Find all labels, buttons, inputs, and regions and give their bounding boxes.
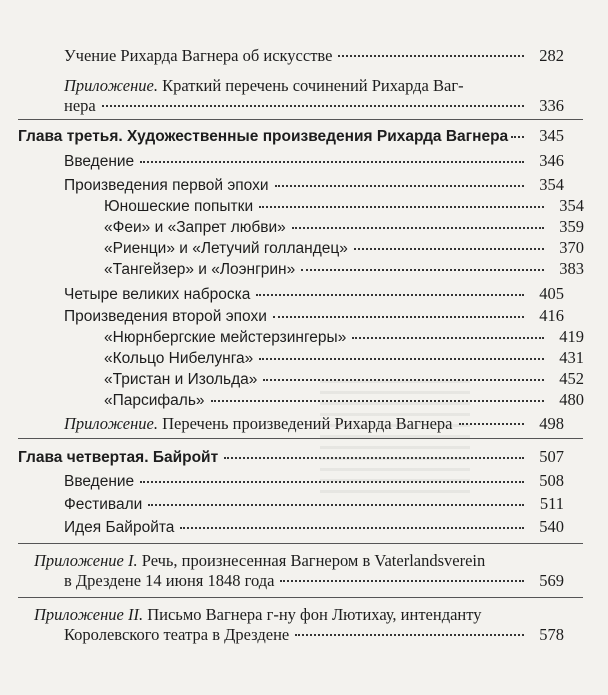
toc-subentry bbox=[104, 217, 584, 238]
toc-subentry bbox=[104, 327, 584, 348]
toc-page-number: 345 bbox=[539, 126, 564, 145]
toc-entry-title-cont: в Дрездене 14 июня 1848 года bbox=[64, 571, 275, 590]
section-divider bbox=[18, 119, 583, 120]
toc-entry bbox=[64, 151, 564, 172]
appendix-label: Приложение. bbox=[64, 414, 158, 433]
toc-entry-title: Перечень произведений Рихарда Вагнера bbox=[162, 414, 453, 433]
toc-entry-title: «Тангейзер» и «Лоэнгрин» bbox=[104, 261, 296, 278]
dot-leader bbox=[511, 136, 524, 138]
toc-page-number: 359 bbox=[559, 217, 584, 236]
toc-entry-title: Речь, произнесенная Вагнером в Vaterlandsverein bbox=[141, 551, 486, 570]
dot-leader bbox=[275, 185, 524, 187]
toc-entry-title: Фестивали bbox=[64, 496, 143, 513]
toc-page-number: 370 bbox=[559, 238, 584, 257]
toc-entry bbox=[64, 625, 564, 645]
toc-entry bbox=[64, 517, 564, 538]
toc-entry-title: Юношеские попытки bbox=[104, 198, 254, 215]
dot-leader bbox=[140, 161, 524, 163]
toc-subentry bbox=[104, 259, 584, 280]
toc-page-number: 354 bbox=[539, 175, 564, 194]
toc-entry-title: «Парсифаль» bbox=[104, 392, 205, 409]
appendix-label: Приложение II. bbox=[34, 605, 144, 624]
dot-leader bbox=[354, 248, 544, 250]
dot-leader bbox=[280, 580, 524, 582]
section-divider bbox=[18, 543, 583, 544]
toc-page-number: 354 bbox=[559, 196, 584, 215]
toc-page-number: 336 bbox=[539, 96, 564, 115]
toc-entry-title: Письмо Вагнера г-ну фон Лютихау, интенданту bbox=[147, 605, 482, 624]
toc-entry-line bbox=[64, 76, 464, 96]
dot-leader bbox=[256, 294, 524, 296]
toc-entry-title: «Риенци» и «Летучий голландец» bbox=[104, 240, 348, 257]
toc-page-number: 419 bbox=[559, 327, 584, 346]
toc-entry-title: «Кольцо Нибелунга» bbox=[104, 350, 254, 367]
toc-entry-title: Введение bbox=[64, 153, 135, 170]
toc-entry-title: «Феи» и «Запрет любви» bbox=[104, 219, 286, 236]
toc-entry bbox=[64, 96, 564, 116]
toc-page-number: 480 bbox=[559, 390, 584, 409]
toc-entry-title: «Нюрнбергские мейстерзингеры» bbox=[104, 329, 347, 346]
toc-entry bbox=[64, 571, 564, 591]
dot-leader bbox=[102, 105, 524, 107]
toc-entry bbox=[64, 284, 564, 305]
toc-page-number: 508 bbox=[539, 471, 564, 490]
toc-page-number: 498 bbox=[539, 414, 564, 433]
toc-subentry bbox=[104, 238, 584, 259]
dot-leader bbox=[301, 269, 544, 271]
toc-page-number: 282 bbox=[539, 46, 564, 65]
toc-chapter bbox=[18, 447, 564, 468]
toc-entry-line bbox=[34, 605, 481, 625]
section-divider bbox=[18, 597, 583, 598]
toc-entry-title: Учение Рихарда Вагнера об искусстве bbox=[64, 46, 333, 65]
toc-entry-title: Идея Байройта bbox=[64, 519, 175, 536]
toc-page-number: 346 bbox=[539, 151, 564, 170]
dot-leader bbox=[259, 206, 544, 208]
toc-entry-title: Краткий перечень сочинений Рихарда Ваг- bbox=[162, 76, 464, 95]
toc-page-number: 431 bbox=[559, 348, 584, 367]
toc-page-number: 507 bbox=[539, 447, 564, 466]
toc-page-number: 511 bbox=[539, 494, 564, 513]
toc-page-number: 452 bbox=[559, 369, 584, 388]
dot-leader bbox=[148, 504, 524, 506]
chapter-title: Глава четвертая. Байройт bbox=[18, 449, 219, 466]
toc-subentry bbox=[104, 196, 584, 217]
dot-leader bbox=[338, 55, 524, 57]
toc-entry-title: Четыре великих наброска bbox=[64, 286, 251, 303]
dot-leader bbox=[180, 527, 524, 529]
toc-chapter bbox=[18, 126, 564, 147]
dot-leader bbox=[295, 634, 524, 636]
toc-entry-title: «Тристан и Изольда» bbox=[104, 371, 258, 388]
toc-entry bbox=[64, 175, 564, 196]
toc-page-number: 540 bbox=[539, 517, 564, 536]
toc-entry-title-cont: Королевского театра в Дрездене bbox=[64, 625, 290, 644]
toc-page-number: 578 bbox=[539, 625, 564, 644]
toc-entry bbox=[64, 46, 564, 66]
toc-subentry bbox=[104, 348, 584, 369]
appendix-label: Приложение I. bbox=[34, 551, 138, 570]
toc-entry bbox=[64, 494, 564, 515]
toc-entry-title-cont: нера bbox=[64, 96, 96, 115]
dot-leader bbox=[273, 316, 524, 318]
dot-leader bbox=[259, 358, 544, 360]
toc-entry-title: Произведения первой эпохи bbox=[64, 177, 269, 194]
dot-leader bbox=[352, 337, 544, 339]
dot-leader bbox=[292, 227, 544, 229]
toc-entry bbox=[64, 471, 564, 492]
toc-page-number: 405 bbox=[539, 284, 564, 303]
section-divider bbox=[18, 438, 583, 439]
toc-page-number: 416 bbox=[539, 306, 564, 325]
toc-entry-title: Введение bbox=[64, 473, 135, 490]
toc-page-number: 569 bbox=[539, 571, 564, 590]
toc-page-number: 383 bbox=[559, 259, 584, 278]
appendix-label: Приложение. bbox=[64, 76, 158, 95]
toc-entry-title: Произведения второй эпохи bbox=[64, 308, 267, 325]
bleed-through-shadow bbox=[320, 380, 470, 500]
toc-entry-line bbox=[34, 551, 485, 571]
toc-entry bbox=[64, 306, 564, 327]
toc-entry bbox=[64, 414, 564, 434]
chapter-title: Глава третья. Художественные произведения Рихарда Вагнера bbox=[18, 128, 509, 145]
